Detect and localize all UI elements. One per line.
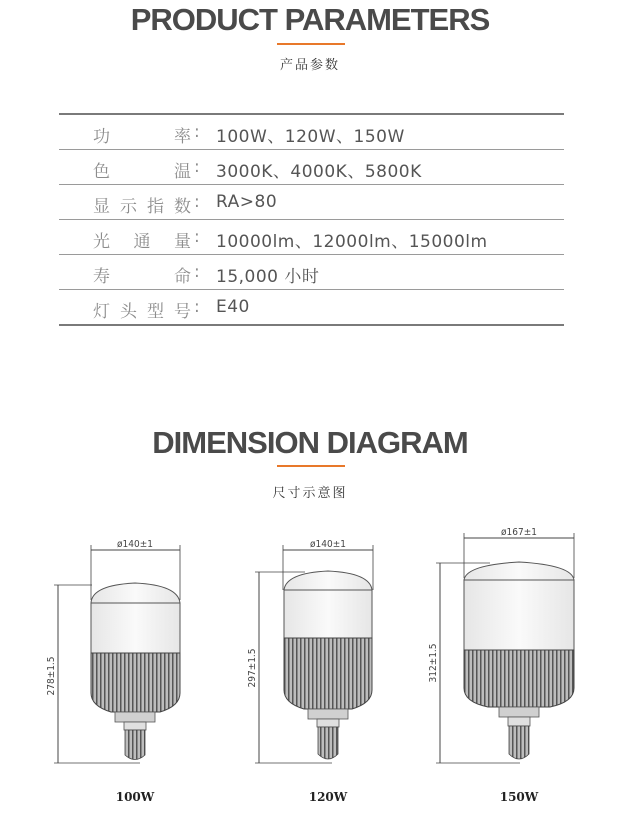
row-label: 色温 [93,162,191,182]
row-colon: : [194,297,200,317]
row-label: 光通量 [93,232,191,252]
bulb-100w [46,539,180,763]
dimension-title: DIMENSION DIAGRAM [152,425,468,460]
width-dimension-label: ø167±1 [501,527,537,538]
table-row [59,113,564,150]
row-colon: : [194,157,200,177]
bulb-model-label: 100W [115,790,155,804]
dimension-subtitle: 尺寸示意图 [272,486,348,501]
row-value: E40 [216,297,250,317]
bulb-model-label: 120W [308,790,348,804]
table-row [59,150,564,185]
row-value: 100W、120W、150W [216,127,405,147]
row-value: 10000lm、12000lm、15000lm [216,232,488,252]
row-value: 15,000 小时 [216,267,320,287]
row-label: 功率 [93,127,191,147]
table-row [59,220,564,255]
row-colon: : [194,227,200,247]
bulb-150w [428,527,574,763]
dimension-accent-bar [277,465,345,467]
bulb-120w [247,539,373,763]
width-dimension-label: ø140±1 [117,539,153,550]
row-value: 3000K、4000K、5800K [216,162,422,182]
row-label: 寿命 [93,267,191,287]
bulb-model-label: 150W [499,790,539,804]
row-colon: : [194,122,200,142]
parameters-subtitle: 产品参数 [279,58,340,73]
row-colon: : [194,192,200,212]
height-dimension-label: 297±1.5 [247,648,258,688]
table-row [59,290,564,326]
table-row [59,255,564,290]
row-value: RA>80 [216,192,278,212]
parameters-accent-bar [277,43,345,45]
parameters-table [59,113,564,326]
row-label: 显示指数 [93,197,191,217]
row-colon: : [194,262,200,282]
height-dimension-label: 312±1.5 [428,643,439,683]
parameters-title: PRODUCT PARAMETERS [130,2,490,37]
height-dimension-label: 278±1.5 [46,656,57,696]
table-row [59,185,564,220]
row-label: 灯头型号 [93,302,191,322]
width-dimension-label: ø140±1 [310,539,346,550]
